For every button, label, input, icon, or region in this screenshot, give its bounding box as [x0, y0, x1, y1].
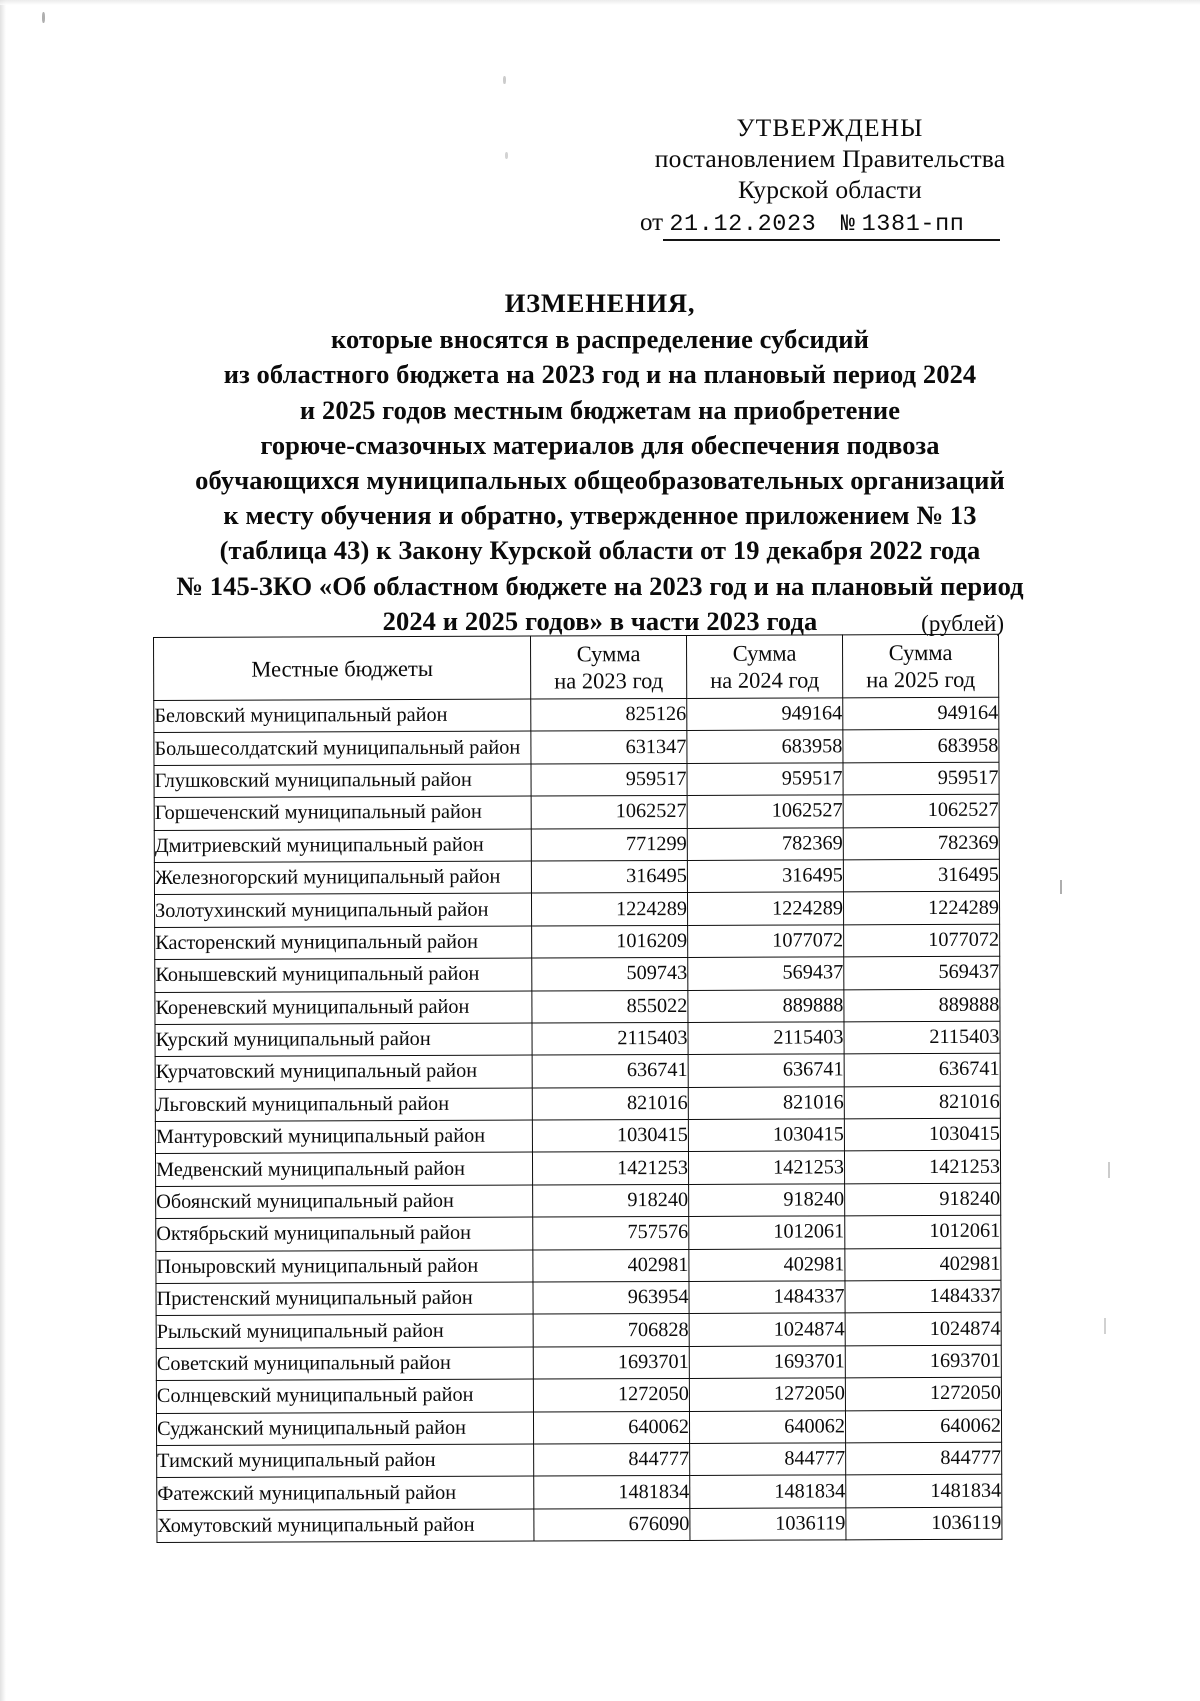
cell-sum-2023: 316495 [531, 860, 687, 893]
cell-sum-2024: 959517 [687, 763, 843, 796]
cell-sum-2024: 821016 [688, 1087, 844, 1120]
title-line-3: из областного бюджета на 2023 год и на плановый период 2024 [223, 359, 977, 390]
cell-sum-2023: 959517 [531, 763, 687, 796]
table-row [156, 1410, 1001, 1446]
cell-sum-2024: 918240 [689, 1184, 845, 1217]
title-line-7: к месту обучения и обратно, утвержденное приложением № 13 [223, 500, 977, 531]
approval-line-2: постановлением Правительства [654, 144, 1006, 173]
table-row [156, 1313, 1001, 1349]
cell-sum-2025: 949164 [843, 697, 999, 730]
cell-municipality: Пристенский муниципальный район [156, 1282, 533, 1316]
column-header-line-2: на 2024 год [710, 667, 820, 693]
cell-municipality: Льговский муниципальный район [155, 1088, 532, 1122]
date-label: от [640, 209, 664, 236]
cell-sum-2023: 757576 [533, 1217, 689, 1250]
cell-sum-2023: 918240 [533, 1184, 689, 1217]
cell-sum-2025: 636741 [844, 1054, 1000, 1087]
scan-tick [1060, 880, 1062, 894]
budget-table-container [153, 634, 1001, 1543]
scan-speck [503, 76, 506, 84]
cell-sum-2025: 844777 [846, 1442, 1002, 1475]
cell-municipality: Касторенский муниципальный район [155, 926, 532, 960]
date-underline [663, 239, 1000, 241]
table-row [155, 989, 1000, 1025]
cell-sum-2024: 889888 [688, 989, 844, 1022]
column-header-sum-2025 [842, 634, 998, 698]
table-row [154, 892, 999, 928]
cell-municipality: Мантуровский муниципальный район [155, 1120, 532, 1154]
cell-sum-2024: 402981 [689, 1248, 845, 1281]
cell-sum-2025: 1036119 [846, 1507, 1002, 1540]
table-row [156, 1215, 1001, 1251]
column-header-sum-2023 [530, 635, 686, 699]
cell-sum-2024: 1062527 [687, 795, 843, 828]
table-row [155, 1054, 1000, 1090]
scan-tick [1108, 1162, 1110, 1178]
cell-sum-2025: 1421253 [844, 1151, 1000, 1184]
cell-sum-2025: 402981 [845, 1248, 1001, 1281]
number-sign: № [840, 211, 856, 238]
cell-sum-2024: 1077072 [688, 925, 844, 958]
table-row [157, 1442, 1002, 1478]
column-header-line-2: на 2025 год [866, 666, 976, 693]
cell-sum-2023: 1421253 [532, 1152, 688, 1185]
cell-sum-2024: 316495 [687, 860, 843, 893]
cell-municipality: Солнцевский муниципальный район [156, 1379, 533, 1413]
cell-sum-2025: 316495 [843, 859, 999, 892]
cell-municipality: Хомутовский муниципальный район [157, 1509, 534, 1543]
cell-sum-2023: 1693701 [533, 1346, 689, 1379]
cell-sum-2025: 918240 [845, 1183, 1001, 1216]
cell-sum-2025: 1693701 [845, 1345, 1001, 1378]
title-line-2: которые вносятся в распределение субсидий [330, 324, 869, 355]
table-row [154, 730, 999, 766]
decree-date-line [640, 209, 1030, 238]
cell-municipality: Беловский муниципальный район [154, 699, 531, 733]
column-header-line-1: Сумма [576, 641, 641, 667]
cell-municipality: Золотухинский муниципальный район [154, 893, 531, 927]
column-header-line-1: Сумма [888, 639, 953, 666]
title-line-9: № 145-ЗКО «Об областном бюджете на 2023 год и на плановый период [176, 570, 1024, 601]
cell-sum-2025: 1481834 [846, 1475, 1002, 1508]
scan-edge-artifact [0, 0, 6, 1701]
table-row [156, 1377, 1001, 1413]
cell-sum-2024: 640062 [689, 1410, 845, 1443]
document-title [100, 286, 1100, 639]
cell-sum-2023: 1030415 [532, 1120, 688, 1153]
cell-sum-2023: 821016 [532, 1087, 688, 1120]
cell-sum-2024: 844777 [690, 1443, 846, 1476]
table-header-row [154, 634, 999, 700]
title-line-8: (таблица 43) к Закону Курской области от 19 декабря 2022 года [219, 535, 981, 566]
cell-sum-2023: 855022 [532, 990, 688, 1023]
scan-speck [505, 152, 508, 159]
table-row [155, 1151, 1000, 1187]
cell-sum-2023: 1481834 [534, 1476, 690, 1509]
table-row [156, 1345, 1001, 1381]
cell-sum-2025: 959517 [843, 762, 999, 795]
budget-table [153, 634, 1002, 1543]
title-line-1: ИЗМЕНЕНИЯ, [504, 288, 696, 318]
cell-sum-2024: 1030415 [688, 1119, 844, 1152]
cell-sum-2023: 963954 [533, 1281, 689, 1314]
cell-sum-2025: 1012061 [845, 1215, 1001, 1248]
title-line-6: обучающихся муниципальных общеобразовательных организаций [195, 465, 1005, 496]
cell-sum-2023: 771299 [531, 828, 687, 861]
cell-sum-2024: 1272050 [689, 1378, 845, 1411]
table-row [157, 1507, 1002, 1543]
title-line-5: горюче-смазочных материалов для обеспечения подвоза [260, 429, 940, 460]
cell-sum-2024: 636741 [688, 1054, 844, 1087]
cell-sum-2024: 1693701 [689, 1346, 845, 1379]
cell-sum-2024: 1421253 [688, 1151, 844, 1184]
cell-sum-2023: 825126 [531, 698, 687, 731]
cell-sum-2025: 2115403 [844, 1021, 1000, 1054]
approval-line-1: УТВЕРЖДЕНЫ [736, 113, 924, 142]
cell-sum-2024: 1481834 [690, 1475, 846, 1508]
date-value: 21.12.2023 [669, 211, 817, 238]
cell-sum-2024: 2115403 [688, 1022, 844, 1055]
cell-sum-2025: 889888 [844, 989, 1000, 1022]
cell-sum-2023: 2115403 [532, 1022, 688, 1055]
cell-municipality: Октябрьский муниципальный район [156, 1217, 533, 1251]
scan-speck [42, 12, 45, 23]
cell-municipality: Курский муниципальный район [155, 1023, 532, 1057]
table-row [155, 1021, 1000, 1057]
cell-sum-2025: 1062527 [843, 794, 999, 827]
table-row [155, 924, 1000, 960]
scan-tick [1104, 1318, 1106, 1334]
cell-sum-2024: 782369 [687, 827, 843, 860]
table-row [154, 827, 999, 863]
cell-sum-2023: 706828 [533, 1314, 689, 1347]
cell-sum-2025: 782369 [843, 827, 999, 860]
cell-sum-2024: 1024874 [689, 1313, 845, 1346]
table-row [155, 1118, 1000, 1154]
cell-municipality: Большесолдатский муниципальный район [154, 731, 531, 765]
table-row [157, 1475, 1002, 1511]
cell-sum-2023: 1272050 [533, 1379, 689, 1412]
table-row [156, 1248, 1001, 1284]
decree-number: 1381-пп [861, 211, 965, 238]
cell-sum-2025: 1024874 [845, 1313, 1001, 1346]
cell-municipality: Советский муниципальный район [156, 1347, 533, 1381]
table-row [155, 956, 1000, 992]
cell-municipality: Дмитриевский муниципальный район [154, 829, 531, 863]
cell-municipality: Фатежский муниципальный район [157, 1476, 534, 1510]
title-line-10: 2024 и 2025 годов» в части 2023 года [382, 605, 818, 636]
cell-municipality: Железногорский муниципальный район [154, 861, 531, 895]
cell-municipality: Тимский муниципальный район [157, 1444, 534, 1478]
cell-municipality: Курчатовский муниципальный район [155, 1055, 532, 1089]
column-header-line-1: Местные бюджеты [251, 655, 433, 682]
cell-sum-2023: 640062 [533, 1411, 689, 1444]
cell-sum-2024: 569437 [688, 957, 844, 990]
cell-municipality: Рыльский муниципальный район [156, 1314, 533, 1348]
cell-sum-2023: 1224289 [531, 893, 687, 926]
cell-sum-2025: 1224289 [843, 892, 999, 925]
column-header-line-2: на 2023 год [554, 668, 664, 694]
cell-municipality: Глушковский муниципальный район [154, 764, 531, 798]
cell-sum-2023: 1062527 [531, 796, 687, 829]
cell-municipality: Конышевский муниципальный район [155, 958, 532, 992]
cell-sum-2023: 402981 [533, 1249, 689, 1282]
cell-sum-2025: 1077072 [844, 924, 1000, 957]
table-row [156, 1280, 1001, 1316]
table-body [154, 697, 1002, 1542]
cell-sum-2025: 1484337 [845, 1280, 1001, 1313]
table-row [154, 762, 999, 798]
column-header-sum-2024 [686, 635, 842, 699]
cell-sum-2023: 676090 [534, 1508, 690, 1541]
cell-sum-2025: 1272050 [845, 1377, 1001, 1410]
cell-sum-2025: 569437 [844, 956, 1000, 989]
table-row [155, 1086, 1000, 1122]
cell-sum-2023: 844777 [534, 1443, 690, 1476]
cell-sum-2024: 683958 [687, 730, 843, 763]
cell-sum-2023: 509743 [532, 958, 688, 991]
scan-edge-artifact-top [0, 0, 1200, 5]
cell-sum-2024: 1224289 [687, 892, 843, 925]
cell-sum-2025: 683958 [843, 730, 999, 763]
cell-sum-2024: 1036119 [690, 1508, 846, 1541]
table-row [154, 697, 999, 733]
approval-block [600, 112, 1060, 205]
cell-municipality: Поныровский муниципальный район [156, 1250, 533, 1284]
cell-sum-2025: 640062 [845, 1410, 1001, 1443]
cell-municipality: Кореневский муниципальный район [155, 991, 532, 1025]
cell-sum-2024: 949164 [687, 698, 843, 731]
column-header-line-1: Сумма [732, 640, 797, 666]
table-row [154, 859, 999, 895]
cell-municipality: Медвенский муниципальный район [155, 1153, 532, 1187]
cell-sum-2023: 636741 [532, 1055, 688, 1088]
cell-municipality: Горшеченский муниципальный район [154, 796, 531, 830]
cell-sum-2024: 1012061 [689, 1216, 845, 1249]
table-row [154, 794, 999, 830]
cell-sum-2023: 1016209 [532, 925, 688, 958]
table-row [156, 1183, 1001, 1219]
cell-municipality: Обоянский муниципальный район [156, 1185, 533, 1219]
units-caption: (рублей) [921, 611, 1004, 636]
cell-sum-2023: 631347 [531, 731, 687, 764]
cell-municipality: Суджанский муниципальный район [156, 1412, 533, 1446]
cell-sum-2024: 1484337 [689, 1281, 845, 1314]
cell-sum-2025: 821016 [844, 1086, 1000, 1119]
approval-line-3: Курской области [737, 175, 922, 204]
column-header-municipality [154, 636, 531, 700]
title-line-4: и 2025 годов местным бюджетам на приобретение [299, 394, 901, 425]
cell-sum-2025: 1030415 [844, 1118, 1000, 1151]
table-header [154, 634, 999, 700]
